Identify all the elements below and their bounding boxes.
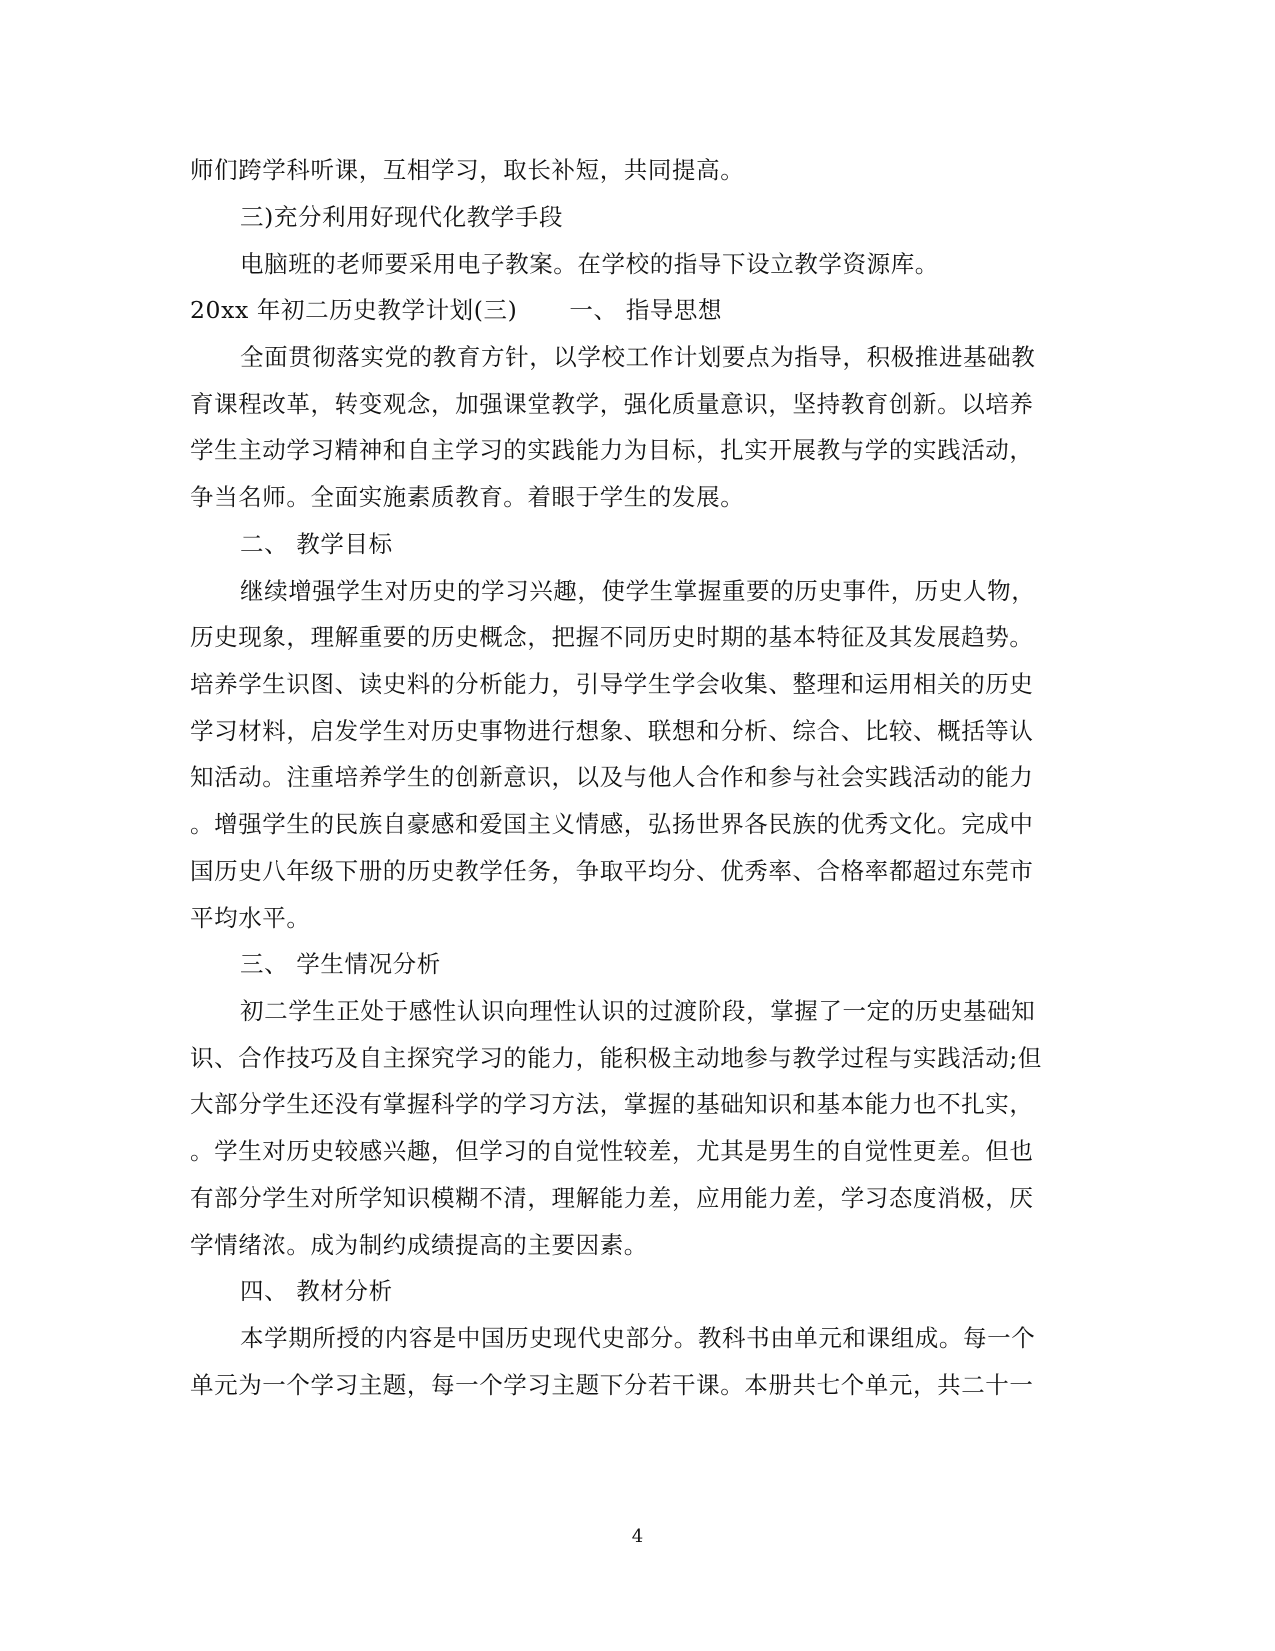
- text-line: 。学生对历史较感兴趣，但学习的自觉性较差，尤其是男生的自觉性更差。但也: [190, 1137, 1034, 1165]
- text-line: 国历史八年级下册的历史教学任务，争取平均分、优秀率、合格率都超过东莞市: [190, 857, 1034, 885]
- section-heading: 一、 指导思想: [569, 296, 723, 324]
- section-heading: 四、 教材分析: [240, 1277, 393, 1305]
- text-line: 识、合作技巧及自主探究学习的能力，能积极主动地参与教学过程与实践活动;但: [190, 1044, 1043, 1072]
- text-line: 平均水平。: [190, 904, 311, 932]
- section-heading: 二、 教学目标: [240, 530, 393, 558]
- text-line: 师们跨学科听课，互相学习，取长补短，共同提高。: [190, 156, 745, 184]
- text-line: 大部分学生还没有掌握科学的学习方法，掌握的基础知识和基本能力也不扎实，: [190, 1090, 1034, 1118]
- text-line: 有部分学生对所学知识模糊不清，理解能力差，应用能力差，学习态度消极，厌: [190, 1184, 1034, 1212]
- text-line: 全面贯彻落实党的教育方针，以学校工作计划要点为指导，积极推进基础教: [240, 343, 1036, 371]
- text-line: 。增强学生的民族自豪感和爱国主义情感，弘扬世界各民族的优秀文化。完成中: [190, 810, 1034, 838]
- text-line: 学生主动学习精神和自主学习的实践能力为目标，扎实开展教与学的实践活动，: [190, 436, 1034, 464]
- section-heading: 三、 学生情况分析: [240, 950, 441, 978]
- text-line: 继续增强学生对历史的学习兴趣，使学生掌握重要的历史事件，历史人物，: [240, 577, 1036, 605]
- title-line: [190, 294, 722, 326]
- text-line: 本学期所授的内容是中国历史现代史部分。教科书由单元和课组成。每一个: [240, 1324, 1036, 1352]
- text-line: 争当名师。全面实施素质教育。着眼于学生的发展。: [190, 483, 745, 511]
- text-line: 初二学生正处于感性认识向理性认识的过渡阶段，掌握了一定的历史基础知: [240, 997, 1036, 1025]
- text-line: 培养学生识图、读史料的分析能力，引导学生学会收集、整理和运用相关的历史: [190, 670, 1034, 698]
- document-title: 20xx 年初二历史教学计划(三): [190, 296, 518, 324]
- text-line: 知活动。注重培养学生的创新意识，以及与他人合作和参与社会实践活动的能力: [190, 763, 1034, 791]
- text-line: 历史现象，理解重要的历史概念，把握不同历史时期的基本特征及其发展趋势。: [190, 623, 1034, 651]
- text-line: 学习材料，启发学生对历史事物进行想象、联想和分析、综合、比较、概括等认: [190, 717, 1034, 745]
- section-heading: 三)充分利用好现代化教学手段: [240, 203, 564, 231]
- page-number: 4: [631, 1526, 644, 1547]
- text-line: 育课程改革，转变观念，加强课堂教学，强化质量意识，坚持教育创新。以培养: [190, 390, 1034, 418]
- text-line: 电脑班的老师要采用电子教案。在学校的指导下设立教学资源库。: [240, 250, 939, 278]
- text-line: 单元为一个学习主题，每一个学习主题下分若干课。本册共七个单元，共二十一: [190, 1371, 1034, 1399]
- text-line: 学情绪浓。成为制约成绩提高的主要因素。: [190, 1231, 648, 1259]
